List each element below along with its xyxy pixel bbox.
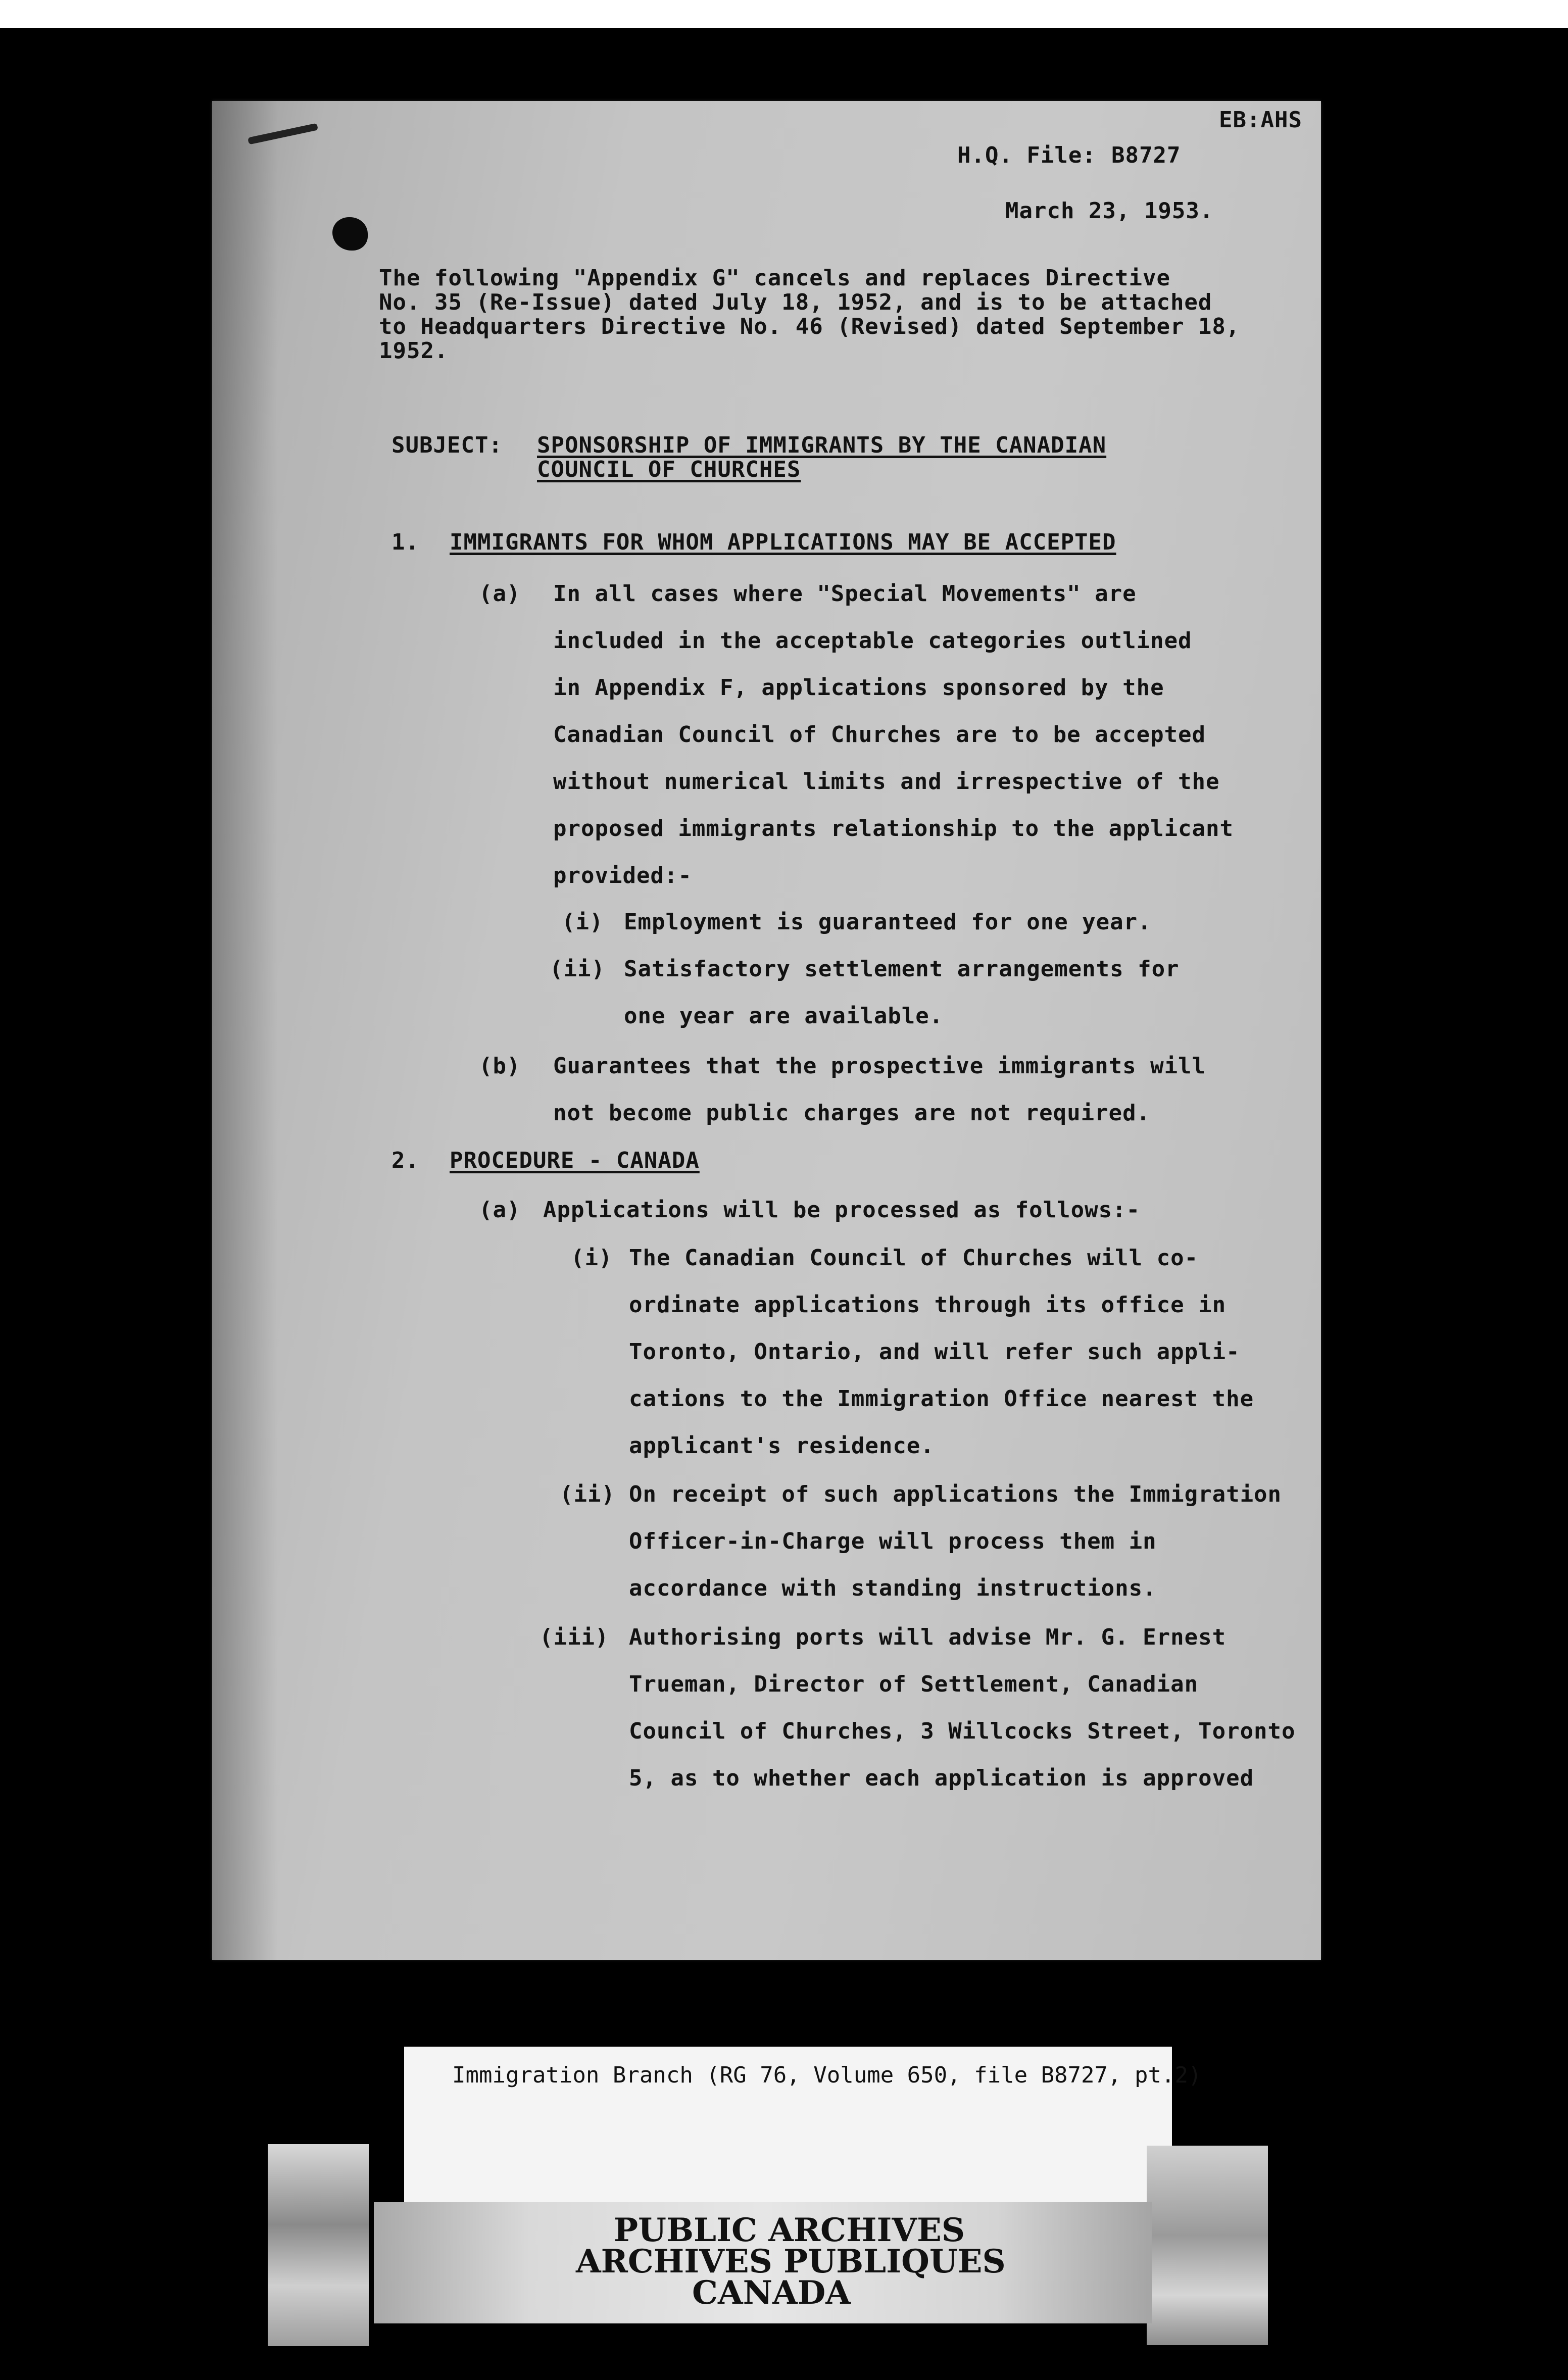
subitem-marker: (i) <box>571 1245 613 1271</box>
intro-line: No. 35 (Re-Issue) dated July 18, 1952, and is to be attached <box>379 289 1212 315</box>
subitem-marker: (i) <box>562 909 604 935</box>
paragraph-line: Employment is guaranteed for one year. <box>624 909 1152 935</box>
item-marker: (a) <box>479 1197 521 1223</box>
subject-label: SUBJECT: <box>391 432 503 458</box>
paragraph-line: The Canadian Council of Churches will co- <box>629 1245 1199 1271</box>
intro-line: to Headquarters Directive No. 46 (Revised) dated September 18, <box>379 314 1240 339</box>
paragraph-line: accordance with standing instructions. <box>629 1575 1157 1601</box>
paragraph-line: Applications will be processed as follows:- <box>543 1197 1141 1223</box>
paragraph-line: Canadian Council of Churches are to be accepted <box>553 722 1206 748</box>
section-heading: IMMIGRANTS FOR WHOM APPLICATIONS MAY BE ACCEPTED <box>450 529 1116 555</box>
stamp-line: ARCHIVES PUBLIQUES <box>576 2243 1006 2280</box>
paragraph-line: included in the acceptable categories outlined <box>553 628 1192 654</box>
subitem-marker: (ii) <box>550 956 605 982</box>
file-label: H.Q. File: <box>957 142 1096 168</box>
tape-piece <box>268 2144 369 2346</box>
paragraph-line: Toronto, Ontario, and will refer such appli- <box>629 1339 1240 1365</box>
paragraph-line: Officer-in-Charge will process them in <box>629 1528 1157 1554</box>
section-heading: PROCEDURE - CANADA <box>450 1148 700 1173</box>
document-date: March 23, 1953. <box>1005 198 1214 224</box>
paragraph-line: In all cases where "Special Movements" are <box>553 581 1137 607</box>
archive-reference: Immigration Branch (RG 76, Volume 650, file B8727, pt.2) <box>452 2062 1202 2088</box>
stamp-line: CANADA <box>692 2274 851 2312</box>
initials: EB:AHS <box>1219 107 1302 133</box>
paragraph-line: Satisfactory settlement arrangements for <box>624 956 1180 982</box>
subitem-marker: (iii) <box>540 1624 609 1650</box>
paragraph-line: one year are available. <box>624 1003 944 1029</box>
film-edge-strip <box>0 0 1568 28</box>
paragraph-line: ordinate applications through its office in <box>629 1292 1227 1318</box>
file-number: B8727 <box>1111 142 1181 168</box>
intro-line: The following "Appendix G" cancels and replaces Directive <box>379 265 1170 291</box>
paragraph-line: On receipt of such applications the Immigration <box>629 1481 1282 1507</box>
paragraph-line: Authorising ports will advise Mr. G. Ernest <box>629 1624 1227 1650</box>
paragraph-line: without numerical limits and irrespective of the <box>553 769 1220 795</box>
paragraph-line: applicant's residence. <box>629 1433 935 1459</box>
paragraph-line: proposed immigrants relationship to the applicant <box>553 816 1234 841</box>
paragraph-line: 5, as to whether each application is approved <box>629 1765 1254 1791</box>
tape-piece <box>1147 2146 1268 2345</box>
paragraph-line: provided:- <box>553 863 692 888</box>
paragraph-line: in Appendix F, applications sponsored by the <box>553 675 1164 701</box>
paragraph-line: Trueman, Director of Settlement, Canadian <box>629 1671 1199 1697</box>
section-number: 2. <box>391 1148 419 1173</box>
intro-line: 1952. <box>379 338 449 364</box>
item-marker: (a) <box>479 581 521 607</box>
item-marker: (b) <box>479 1053 521 1079</box>
paragraph-line: Guarantees that the prospective immigrants will <box>553 1053 1206 1079</box>
subitem-marker: (ii) <box>560 1481 615 1507</box>
paragraph-line: Council of Churches, 3 Willcocks Street, Toronto <box>629 1718 1296 1744</box>
subject-line: SPONSORSHIP OF IMMIGRANTS BY THE CANADIAN <box>537 432 1107 458</box>
paragraph-line: cations to the Immigration Office nearest the <box>629 1386 1254 1412</box>
subject-line: COUNCIL OF CHURCHES <box>537 457 801 482</box>
section-number: 1. <box>391 529 419 555</box>
stamp-line: PUBLIC ARCHIVES <box>614 2211 965 2249</box>
paragraph-line: not become public charges are not required. <box>553 1100 1151 1126</box>
